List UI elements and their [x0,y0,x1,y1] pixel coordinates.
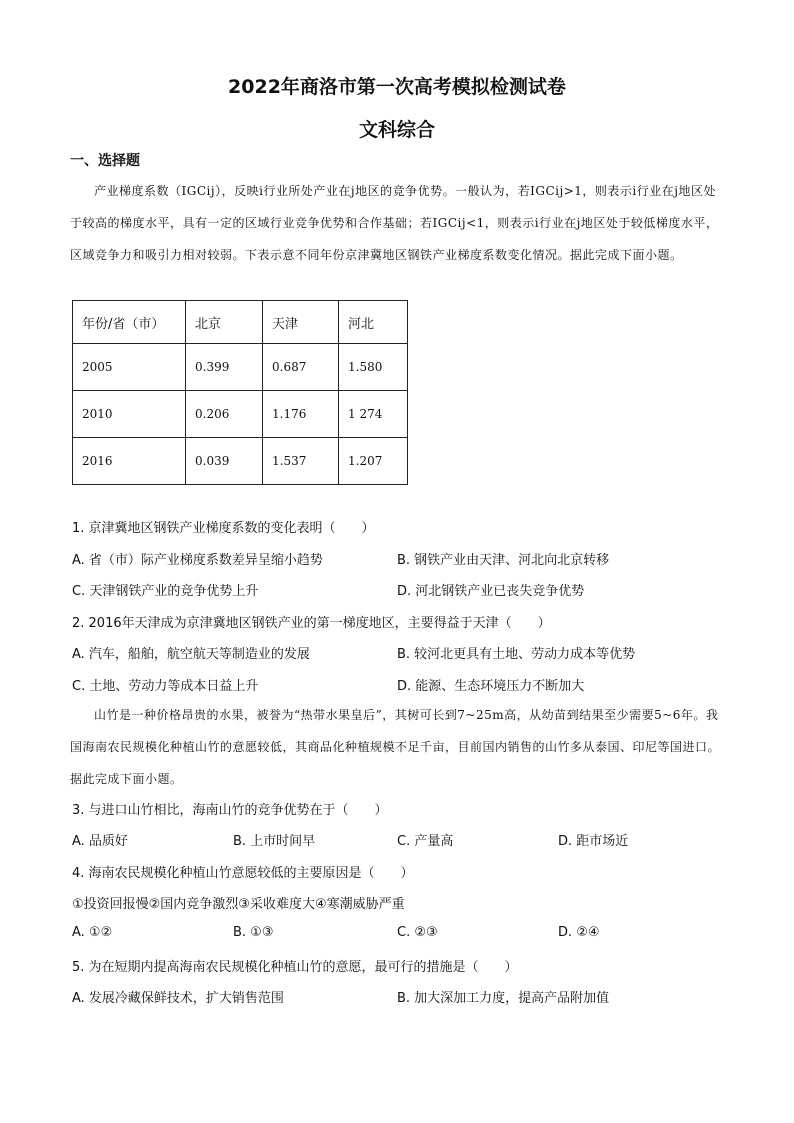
question-3: 3. 与进口山竹相比，海南山竹的竞争优势在于（ ） [72,803,388,818]
table-row [73,438,408,485]
passage-mangosteen: 山竹是一种价格昂贵的水果，被誉为“热带水果皇后”，其树可长到7~25m高，从幼苗到结果至少需要5~6年。我国海南农民规模化种植山竹的意愿较低，其商品化种植规模不足千亩，目前国内销售的山竹多从泰国、印尼等国进口。据此完成下面小题。 [70,708,721,786]
table-cell: 1.176 [263,391,339,438]
table-cell: 0.687 [263,344,339,391]
question-4: 4. 海南农民规模化种植山竹意愿较低的主要原因是（ ） [72,866,414,881]
q3-option-d[interactable]: D. 距市场近 [558,834,629,849]
q4-statements: ①投资回报慢②国内竞争激烈③采收难度大④寒潮威胁严重 [72,897,405,912]
q1-option-d[interactable]: D. 河北钢铁产业已丧失竞争优势 [397,584,585,599]
q2-option-a[interactable]: A. 汽车，船舶，航空航天等制造业的发展 [72,647,310,662]
section-heading: 一、选择题 [70,153,140,169]
table-cell: 1 274 [339,391,408,438]
table-cell: 1.580 [339,344,408,391]
q1-option-c[interactable]: C. 天津钢铁产业的竞争优势上升 [72,584,259,599]
table-cell: 2010 [73,391,186,438]
q3-option-a[interactable]: A. 品质好 [72,834,128,849]
table-cell: 1.537 [263,438,339,485]
table-cell: 0.039 [186,438,263,485]
question-2: 2. 2016年天津成为京津冀地区钢铁产业的第一梯度地区，主要得益于天津（ ） [72,616,551,631]
q3-option-c[interactable]: C. 产量高 [397,834,454,849]
q5-option-b[interactable]: B. 加大深加工力度，提高产品附加值 [397,991,610,1006]
question-5: 5. 为在短期内提高海南农民规模化种植山竹的意愿，最可行的措施是（ ） [72,960,518,975]
q3-option-b[interactable]: B. 上市时间早 [233,834,316,849]
table-header-cell: 北京 [186,301,263,344]
q4-option-d[interactable]: D. ②④ [558,925,600,940]
table-cell: 0.206 [186,391,263,438]
q2-option-c[interactable]: C. 土地、劳动力等成本日益上升 [72,679,259,694]
question-1: 1. 京津冀地区钢铁产业梯度系数的变化表明（ ） [72,521,375,536]
table-cell: 2016 [73,438,186,485]
table-header-row [73,301,408,344]
gradient-coefficient-table [72,300,408,485]
q2-option-d[interactable]: D. 能源、生态环境压力不断加大 [397,679,585,694]
q2-option-b[interactable]: B. 较河北更具有土地、劳动力成本等优势 [397,647,636,662]
table-header-cell: 天津 [263,301,339,344]
table-row [73,344,408,391]
table-row [73,391,408,438]
table-header-cell: 河北 [339,301,408,344]
q4-option-b[interactable]: B. ①③ [233,925,274,940]
q1-option-a[interactable]: A. 省（市）际产业梯度系数差异呈缩小趋势 [72,553,323,568]
q4-option-a[interactable]: A. ①② [72,925,113,940]
table-cell: 1.207 [339,438,408,485]
table-cell: 2005 [73,344,186,391]
exam-title: 2022年商洛市第一次高考模拟检测试卷 [228,76,566,98]
q5-option-a[interactable]: A. 发展冷藏保鲜技术，扩大销售范围 [72,991,284,1006]
q4-option-c[interactable]: C. ②③ [397,925,438,940]
exam-subtitle: 文科综合 [358,119,435,141]
table-cell: 0.399 [186,344,263,391]
passage-steel-industry: 产业梯度系数（IGCij），反映i行业所处产业在j地区的竞争优势。一般认为，若IGCij>1，则表示i行业在j地区处于较高的梯度水平，具有一定的区域行业竞争优势和合作基础；若IGCij<1，则表示i行业在j地区处于较低梯度水平，区域竞争力和吸引力相对较弱。下表示意不同年份京津冀地区钢铁产业梯度系数变化情况。据此完成下面小题。 [70,184,719,262]
table-header-cell: 年份/省（市） [73,301,186,344]
q1-option-b[interactable]: B. 钢铁产业由天津、河北向北京转移 [397,553,610,568]
